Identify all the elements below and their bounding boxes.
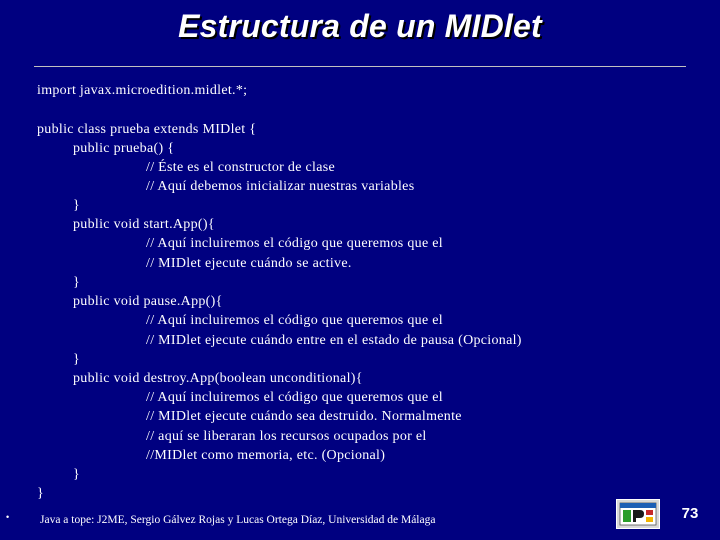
- code-line: //MIDlet como memoria, etc. (Opcional): [146, 448, 386, 463]
- code-line: }: [73, 467, 81, 482]
- code-line: }: [73, 275, 81, 290]
- code-line: // aquí se liberaran los recursos ocupados por el: [146, 429, 427, 444]
- code-line: // Aquí incluiremos el código que queremos que el: [146, 313, 443, 328]
- footer-bullet: •: [6, 512, 10, 522]
- code-line: // MIDlet ejecute cuándo entre en el estado de pausa (Opcional): [146, 333, 522, 348]
- footer-credit: Java a tope: J2ME, Sergio Gálvez Rojas y Lucas Ortega Díaz, Universidad de Málaga: [40, 514, 436, 526]
- code-line: // Aquí incluiremos el código que queremos que el: [146, 236, 443, 251]
- code-line: // MIDlet ejecute cuándo sea destruido. Normalmente: [146, 409, 462, 424]
- slide-title: Estructura de un MIDlet: [178, 8, 542, 44]
- code-line: import javax.microedition.midlet.*;: [37, 83, 248, 98]
- code-line: // MIDlet ejecute cuándo se active.: [146, 256, 352, 271]
- page-number: 73: [681, 505, 699, 522]
- code-line: public prueba() {: [73, 141, 175, 156]
- code-line: }: [37, 486, 45, 501]
- code-line: // Éste es el constructor de clase: [146, 160, 336, 175]
- code-line: // Aquí debemos inicializar nuestras variables: [146, 179, 415, 194]
- code-line: public class prueba extends MIDlet {: [37, 122, 257, 137]
- code-line: public void pause.App(){: [73, 294, 223, 309]
- code-line: // Aquí incluiremos el código que queremos que el: [146, 390, 443, 405]
- code-line: public void start.App(){: [73, 217, 215, 232]
- code-line: }: [73, 198, 81, 213]
- university-logo-icon: [616, 499, 660, 529]
- code-line: }: [73, 352, 81, 367]
- code-line: public void destroy.App(boolean unconditional){: [73, 371, 363, 386]
